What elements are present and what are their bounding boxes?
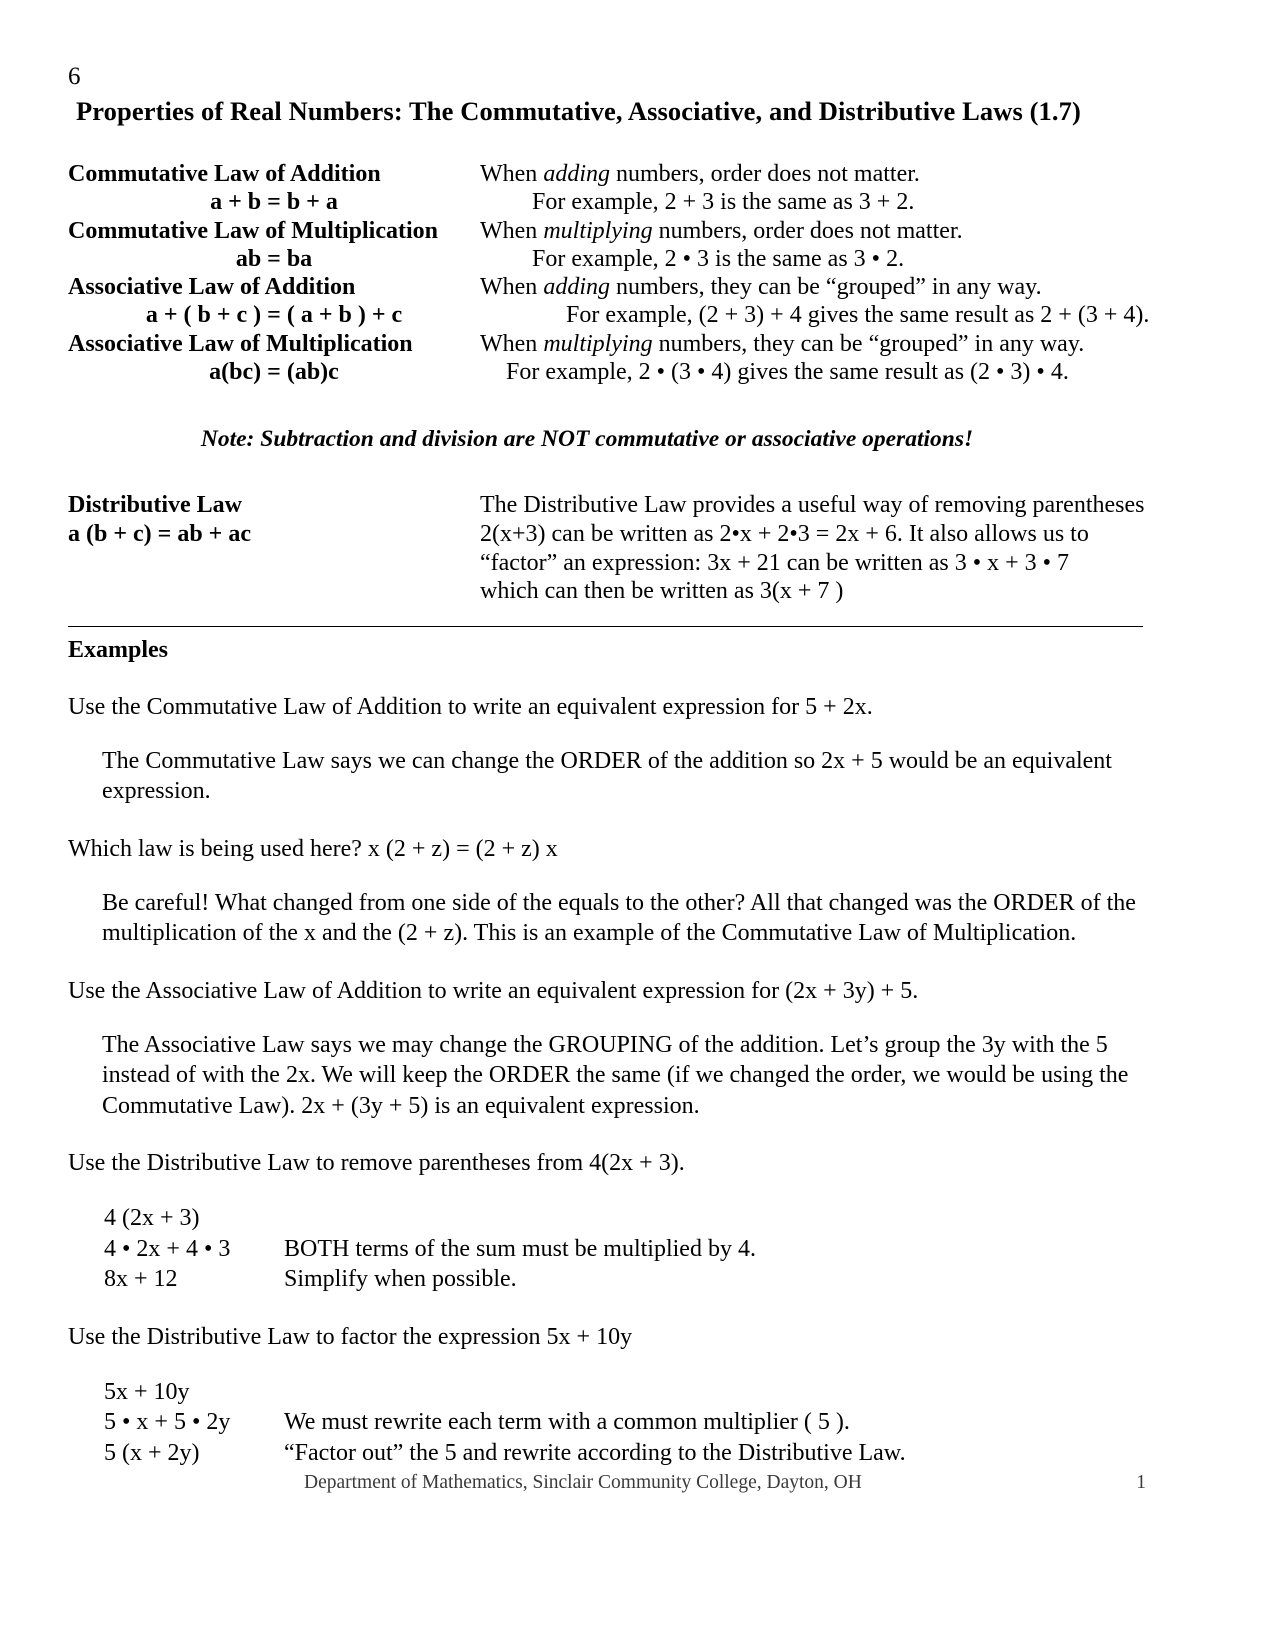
step-row — [104, 1234, 1146, 1265]
example-prompt: Which law is being used here? x (2 + z) = (2 + z) x — [68, 835, 558, 862]
step-note: Simplify when possible. — [284, 1266, 517, 1293]
law-name: Commutative Law of Multiplication — [68, 217, 438, 244]
note-text: Note: Subtraction and division are NOT commutative or associative operations! — [200, 426, 974, 453]
example-body: The Commutative Law says we can change the ORDER of the addition so 2x + 5 would be an equivalent expression. — [102, 747, 1112, 805]
distributive-line: “factor” an expression: 3x + 21 can be written as 3 • x + 3 • 7 — [480, 549, 1070, 576]
footer-text: Department of Mathematics, Sinclair Community College, Dayton, OH — [304, 1472, 862, 1493]
law-description-emphasis: multiplying — [543, 217, 653, 244]
law-description — [480, 160, 1146, 188]
law-example: For example, (2 + 3) + 4 gives the same result as 2 + (3 + 4). — [566, 302, 1150, 329]
law-formula: a(bc) = (ab)c — [209, 359, 339, 386]
distributive-formula-row — [68, 520, 1146, 549]
step-expression: 4 • 2x + 4 • 3 — [104, 1235, 231, 1262]
distributive-law-block — [68, 491, 1146, 605]
law-description-emphasis: multiplying — [543, 330, 653, 357]
distributive-line: 2(x+3) can be written as 2•x + 2•3 = 2x + 6. It also allows us to — [480, 520, 1089, 547]
law-description — [480, 273, 1146, 301]
law-example: For example, 2 + 3 is the same as 3 + 2. — [532, 189, 915, 216]
step-note: BOTH terms of the sum must be multiplied by 4. — [284, 1235, 756, 1262]
step-row — [104, 1377, 1146, 1408]
step-expression: 4 (2x + 3) — [104, 1205, 200, 1232]
step-note: We must rewrite each term with a common multiplier ( 5 ). — [284, 1409, 850, 1436]
law-description-pre: When — [480, 330, 544, 357]
law-name: Associative Law of Addition — [68, 274, 356, 301]
law-description-post: numbers, they can be “grouped” in any way. — [609, 274, 1042, 301]
law-row — [68, 217, 1146, 245]
law-row — [68, 188, 1146, 216]
law-description-post: numbers, order does not matter. — [609, 161, 920, 187]
step-expression: 5 (x + 2y) — [104, 1439, 200, 1466]
law-description-post: numbers, order does not matter. — [652, 217, 963, 244]
distributive-law-formula: a (b + c) = ab + ac — [68, 520, 252, 547]
step-row — [104, 1438, 1146, 1469]
step-row — [104, 1203, 1146, 1234]
examples-heading: Examples — [68, 636, 169, 663]
law-formula: a + b = b + a — [210, 189, 338, 216]
footer-page-number: 1 — [1136, 1472, 1146, 1493]
distributive-law-name: Distributive Law — [68, 492, 242, 519]
law-example: For example, 2 • (3 • 4) gives the same result as (2 • 3) • 4. — [506, 359, 1069, 386]
law-description — [480, 330, 1146, 358]
law-row — [68, 160, 1146, 188]
page-title: Properties of Real Numbers: The Commutative, Associative, and Distributive Laws (1.7) — [76, 96, 1081, 126]
example-body: Be careful! What changed from one side of the equals to the other? All that changed was the ORDER of the multiplication of the x and the (2 + z). This is an example of the Commutative Law of Multiplication. — [102, 889, 1136, 947]
example-steps — [104, 1377, 1146, 1469]
distributive-line: The Distributive Law provides a useful way of removing parentheses — [480, 492, 1145, 519]
law-description — [480, 217, 1146, 245]
law-formula: ab = ba — [235, 245, 313, 272]
example-steps — [104, 1203, 1146, 1295]
law-row — [68, 273, 1146, 301]
law-example: For example, 2 • 3 is the same as 3 • 2. — [532, 245, 905, 272]
step-expression: 5 • x + 5 • 2y — [104, 1409, 231, 1436]
page-marker: 6 — [68, 63, 81, 90]
law-row — [68, 245, 1146, 273]
law-row — [68, 330, 1146, 358]
example-prompt: Use the Commutative Law of Addition to write an equivalent expression for 5 + 2x. — [68, 693, 873, 720]
law-description-emphasis: adding — [543, 274, 610, 301]
step-expression: 8x + 12 — [104, 1266, 178, 1293]
distributive-name-row — [68, 491, 1146, 520]
law-description-pre: When — [480, 217, 544, 244]
law-description-emphasis: adding — [543, 161, 610, 187]
step-row — [104, 1407, 1146, 1438]
example-prompt: Use the Associative Law of Addition to write an equivalent expression for (2x + 3y) + 5. — [68, 977, 919, 1004]
example-prompt: Use the Distributive Law to factor the expression 5x + 10y — [68, 1323, 633, 1350]
example-prompt: Use the Distributive Law to remove parentheses from 4(2x + 3). — [68, 1150, 685, 1177]
step-expression: 5x + 10y — [104, 1378, 190, 1405]
law-row — [68, 301, 1150, 329]
law-description-pre: When — [480, 161, 544, 187]
example-body: The Associative Law says we may change the GROUPING of the addition. Let’s group the 3y with the 5 instead of with the 2x. We will keep the ORDER the same (if we changed the order, we would be using the Commutative Law). 2x + (3y + 5) is an equivalent expression. — [102, 1031, 1129, 1119]
law-description-pre: When — [480, 274, 544, 301]
section-divider — [68, 626, 1143, 627]
document-content — [68, 62, 1150, 1468]
law-name: Commutative Law of Addition — [68, 161, 381, 187]
step-row — [104, 1264, 1146, 1295]
law-name: Associative Law of Multiplication — [68, 330, 413, 357]
law-row — [68, 358, 1146, 386]
laws-table — [68, 160, 1150, 386]
step-note: “Factor out” the 5 and rewrite according to the Distributive Law. — [284, 1439, 906, 1466]
law-description-post: numbers, they can be “grouped” in any way. — [652, 330, 1085, 357]
distributive-line: which can then be written as 3(x + 7 ) — [480, 578, 844, 605]
law-formula: a + ( b + c ) = ( a + b ) + c — [145, 302, 403, 329]
